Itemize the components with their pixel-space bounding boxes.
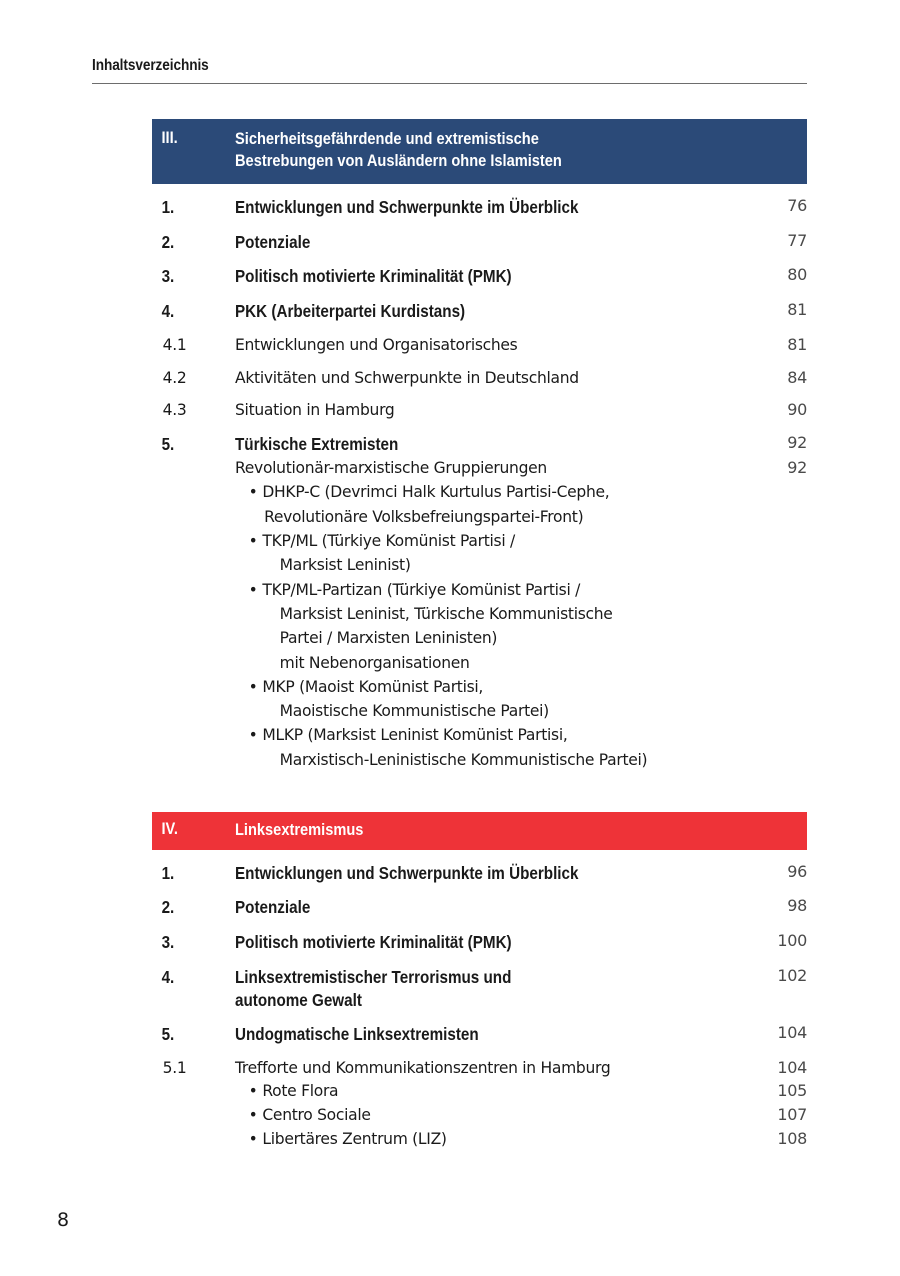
toc-entry-number: 4.: [161, 301, 175, 322]
toc-bullet-line: Partei / Marxisten Leninisten): [279, 628, 498, 648]
toc-entry-page: 90: [787, 400, 807, 420]
toc-bullet-line: Marksist Leninist, Türkische Kommunistische: [279, 603, 613, 623]
bullet-icon: •: [248, 530, 258, 550]
toc-entry-title-line: autonome Gewalt: [235, 989, 362, 1010]
toc-subgroup-revolutionary-marxist: [152, 456, 807, 772]
toc-subgroup-pages: [751, 456, 807, 480]
toc-entry-title: Situation in Hamburg: [235, 400, 395, 420]
toc-bullet-line: Maoistische Kommunistische Partei): [279, 701, 549, 721]
toc-entry-title: Politisch motivierte Kriminalität (PMK): [235, 266, 512, 287]
toc-entry-page: 100: [777, 931, 807, 951]
section-title-iii-line-2: Bestrebungen von Ausländern ohne Islamisten: [235, 151, 562, 171]
toc-entry[interactable]: [152, 850, 807, 885]
running-header-rule: [92, 83, 807, 84]
bullet-icon: •: [248, 579, 258, 599]
toc-entry[interactable]: [152, 323, 807, 356]
toc-bullet-page: 107: [777, 1105, 807, 1125]
toc-bullet-label-wrap: [235, 1127, 736, 1151]
toc-entry-title-line: Linksextremistischer Terrorismus und: [235, 966, 512, 987]
toc-entry-title: Entwicklungen und Organisatorisches: [235, 334, 518, 354]
toc-bullet-page: 105: [777, 1080, 807, 1100]
toc-bullet-line: Revolutionäre Volksbefreiungspartei-Front): [264, 506, 584, 526]
toc-bullet-line: Marxistisch-Leninistische Kommunistische Partei): [279, 749, 648, 769]
toc-entry[interactable]: [152, 1046, 807, 1079]
toc-entry-page: 92: [787, 433, 807, 453]
toc-bullet-mlkp[interactable]: [235, 723, 728, 772]
toc-entry-page: 104: [777, 1023, 807, 1043]
toc-bullet-line: TKP/ML (Türkiye Komünist Partisi /: [262, 530, 515, 550]
toc-bullet-label-wrap: [235, 1103, 736, 1127]
toc-bullet-page: 108: [777, 1129, 807, 1149]
bullet-icon: •: [248, 482, 258, 502]
toc-entry-title: Entwicklungen und Schwerpunkte im Überblick: [235, 196, 579, 217]
toc-entry-title-line: Entwicklungen und Schwerpunkte im Überblick: [235, 862, 579, 883]
running-header-title: Inhaltsverzeichnis: [92, 57, 209, 74]
toc-entry-number: 4.: [161, 966, 175, 987]
toc-entry-page: 81: [787, 300, 807, 320]
toc-subgroup-body: [235, 456, 751, 772]
bullet-icon: •: [248, 1080, 258, 1100]
toc-entry[interactable]: [152, 356, 807, 389]
section-title-iii-line-1: Sicherheitsgefährdende und extremistische: [235, 129, 539, 148]
toc-bullet-label: Rote Flora: [262, 1080, 339, 1100]
section-title-iii: [235, 128, 727, 173]
toc-entry-title: [235, 896, 684, 919]
toc-entry-title-line: Undogmatische Linksextremisten: [235, 1024, 479, 1045]
bullet-icon: •: [248, 1105, 258, 1125]
toc-entry-number: 5.: [161, 434, 175, 455]
toc-bullet-line: MKP (Maoist Komünist Partisi,: [262, 676, 484, 696]
toc-entry-page: 98: [787, 896, 807, 916]
section-header-iii: [152, 119, 807, 184]
toc-entry-number: 3.: [161, 932, 175, 953]
toc-bullet-line: DHKP-C (Devrimci Halk Kurtulus Partisi-Cephe,: [262, 482, 610, 502]
toc-bullet-mkp[interactable]: [235, 675, 728, 724]
toc-entry-number: 4.2: [162, 367, 187, 387]
section-gap: [152, 772, 807, 812]
section-numeral-iii: III.: [161, 128, 178, 147]
toc-entry-title: Trefforte und Kommunikationszentren in Hamburg: [235, 1058, 611, 1078]
toc-entry-page: 76: [787, 195, 807, 215]
section-header-iv: [152, 812, 807, 849]
toc-entry-title: [235, 931, 684, 954]
toc-entry-title: Potenziale: [235, 231, 311, 252]
bullet-icon: •: [248, 725, 258, 745]
toc-entry-page: 96: [787, 861, 807, 881]
toc-bullet-libertaeres-zentrum[interactable]: [152, 1127, 807, 1151]
running-header: [92, 57, 807, 84]
toc-entry-number: 2.: [161, 897, 175, 918]
toc-bullet-label: Libertäres Zentrum (LIZ): [262, 1129, 447, 1149]
toc-entry-number: 1.: [161, 196, 175, 217]
toc-entry-title: [235, 1023, 684, 1046]
section-title-iv-line-1: Linksextremismus: [235, 820, 364, 840]
toc-entry-number: 4.1: [162, 334, 187, 354]
section-title-iv: [235, 819, 727, 841]
toc-entry-title-line: Politisch motivierte Kriminalität (PMK): [235, 932, 512, 953]
toc-entry-page: 102: [777, 965, 807, 985]
toc-entry[interactable]: [152, 421, 807, 456]
toc-entry-page: 81: [787, 334, 807, 354]
toc-bullet-line: MLKP (Marksist Leninist Komünist Partisi,: [262, 725, 568, 745]
toc-bullet-line: mit Nebenorganisationen: [279, 652, 470, 672]
toc-entry[interactable]: [152, 184, 807, 219]
table-of-contents: [152, 119, 807, 1152]
toc-bullet-line: TKP/ML-Partizan (Türkiye Komünist Partisi /: [262, 579, 581, 599]
toc-entry[interactable]: [152, 253, 807, 288]
toc-bullet-dhkp-c[interactable]: [235, 480, 728, 529]
toc-entry[interactable]: [152, 919, 807, 954]
toc-entry-title: Türkische Extremisten: [235, 434, 399, 455]
toc-bullet-tkp-ml-partizan[interactable]: [235, 578, 728, 675]
toc-entry[interactable]: [152, 1011, 807, 1046]
toc-entry-number: 5.1: [162, 1058, 187, 1078]
section-numeral-iv: IV.: [161, 819, 179, 839]
toc-subgroup-heading-page: 92: [787, 458, 807, 478]
toc-bullet-tkp-ml[interactable]: [235, 529, 728, 578]
toc-bullet-rote-flora[interactable]: [152, 1079, 807, 1103]
toc-entry-page: 77: [787, 230, 807, 250]
toc-entry-number: 1.: [161, 862, 175, 883]
toc-entry[interactable]: [152, 884, 807, 919]
toc-entry-title: [235, 966, 684, 1012]
toc-entry-title: [235, 862, 684, 885]
toc-subgroup-heading: Revolutionär-marxistische Gruppierungen: [235, 458, 547, 478]
page-number: 8: [57, 1209, 70, 1231]
toc-bullet-label: Centro Sociale: [262, 1105, 371, 1125]
bullet-icon: •: [248, 1129, 258, 1149]
bullet-icon: •: [248, 676, 258, 696]
toc-bullet-centro-sociale[interactable]: [152, 1103, 807, 1127]
toc-entry-page: 84: [787, 367, 807, 387]
toc-entry-title: PKK (Arbeiterpartei Kurdistans): [235, 301, 466, 322]
toc-entry-number: 5.: [161, 1024, 175, 1045]
toc-bullet-line: Marksist Leninist): [279, 555, 411, 575]
toc-entry-title: Aktivitäten und Schwerpunkte in Deutschland: [235, 367, 579, 387]
toc-bullet-label-wrap: [235, 1079, 736, 1103]
toc-entry[interactable]: [152, 288, 807, 323]
toc-entry-page: 80: [787, 265, 807, 285]
toc-entry[interactable]: [152, 388, 807, 421]
toc-entry[interactable]: [152, 219, 807, 254]
toc-entry[interactable]: [152, 954, 807, 1012]
toc-entry-number: 2.: [161, 231, 175, 252]
toc-entry-page: 104: [777, 1058, 807, 1078]
toc-entry-title-line: Potenziale: [235, 897, 311, 918]
toc-entry-number: 3.: [161, 266, 175, 287]
toc-entry-number: 4.3: [162, 400, 187, 420]
